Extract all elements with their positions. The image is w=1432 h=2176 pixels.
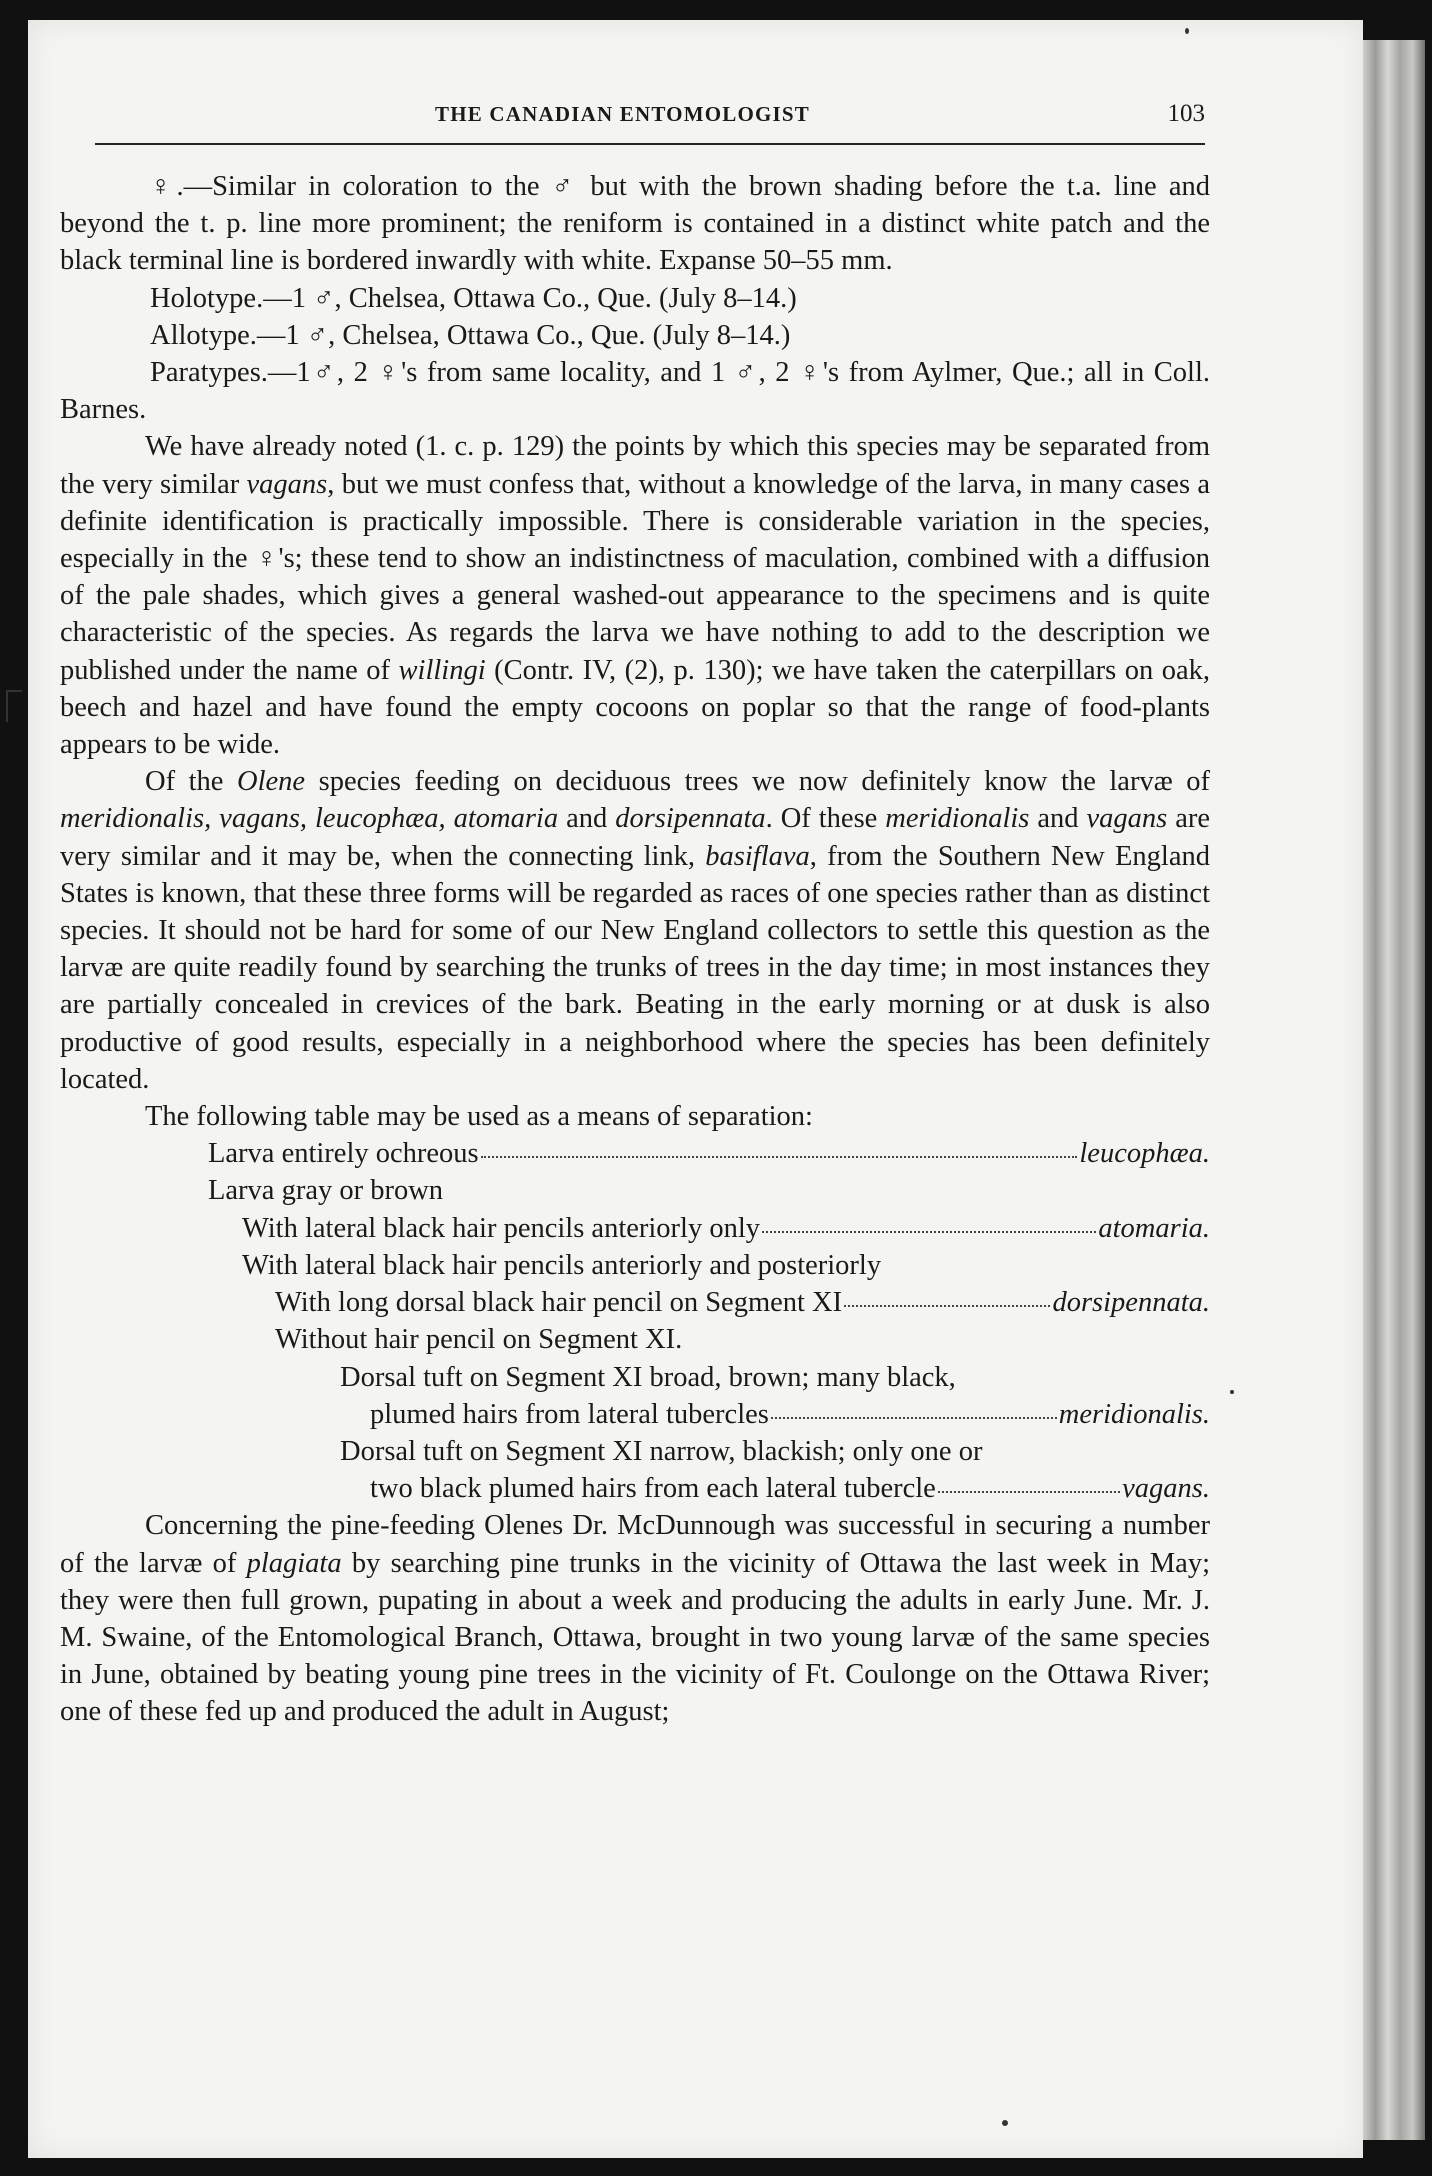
- key-entry: [60, 1172, 1210, 1209]
- key-result: leucophæa.: [1079, 1138, 1210, 1170]
- paragraph-pine: [60, 1507, 1210, 1730]
- species-name: meridionalis: [885, 803, 1030, 835]
- text-run: , from the Southern New England States is known, that these three forms will be regarded as races of one species rather than as distinct species. It should not be hard for some of our New England collectors to settle this question as the larvæ are quite readily found by searching the trunks of trees in the day time; in most instances they are partially concealed in crevices of the bark. Beating in the early morning or at dusk is also productive of good results, especially in a neighborhood where the species has been definitely located.: [60, 840, 1210, 1095]
- key-text: Dorsal tuft on Segment XI narrow, blackish; only one or: [340, 1435, 983, 1467]
- species-name: vagans: [246, 468, 328, 500]
- key-entry: [60, 1359, 1210, 1396]
- key-entry: [60, 1135, 1210, 1172]
- paratypes-line: Paratypes.—1♂, 2 ♀'s from same locality, and 1 ♂, 2 ♀'s from Aylmer, Que.; all in Coll. Barnes.: [60, 357, 1210, 426]
- table-intro: The following table may be used as a means of separation:: [145, 1101, 813, 1133]
- key-result: vagans.: [1122, 1473, 1210, 1505]
- text-run: , but we must confess that, without a knowledge of the larva, in many cases a definite identification is practically impossible. There is considerable variation in the species, especially in the ♀'s; these tend to show an indistinctness of maculation, combined with a diffusion of the pale shades, which gives a general washed-out appearance to the specimens and is quite characteristic of the species. As regards the larva we have nothing to add to the description we published under the name of: [60, 468, 1210, 686]
- text-run: and: [1029, 803, 1087, 835]
- header-rule: [95, 143, 1205, 145]
- text-run: by searching pine trunks in the vicinity of Ottawa the last week in May; they were then full grown, pupating in about a week and producing the adults in early June. Mr. J. M. Swaine, of the Entomological Branch, Ottawa, brought in two young larvæ of the same species in June, obtained by beating young pine trees in the vicinity of Ft. Coulonge on the Ottawa River; one of these fed up and produced the adult in August;: [60, 1547, 1210, 1728]
- text-run: We have already noted (1. c. p. 129) the points by which this species may be separated from the very similar: [60, 431, 1210, 500]
- genus-name: Olene: [237, 766, 306, 798]
- key-text: Without hair pencil on Segment XI.: [275, 1324, 683, 1356]
- key-result: atomaria.: [1098, 1212, 1210, 1244]
- identification-key: [60, 1135, 1210, 1507]
- key-text: plumed hairs from lateral tubercles: [370, 1398, 769, 1430]
- species-name: dorsipennata: [615, 803, 766, 835]
- key-entry: [60, 1210, 1210, 1247]
- key-text: With long dorsal black hair pencil on Segment XI: [275, 1287, 843, 1319]
- key-text: Larva gray or brown: [208, 1175, 444, 1207]
- text-run: are very similar and it may be, when the connecting link,: [60, 803, 1210, 872]
- text-run: (Contr. IV, (2), p. 130); we have taken the caterpillars on oak, beech and hazel and have found the empty cocoons on poplar so that the range of food-plants appears to be wide.: [60, 654, 1211, 761]
- leader-dots: [762, 1230, 1096, 1233]
- key-entry: [60, 1470, 1210, 1507]
- key-entry: [60, 1247, 1210, 1284]
- species-name: willingi: [398, 654, 486, 686]
- page-number: 103: [1167, 100, 1205, 127]
- body-text: [60, 168, 1210, 1731]
- key-result: meridionalis.: [1058, 1398, 1210, 1430]
- key-text: two black plumed hairs from each lateral tubercle: [370, 1473, 936, 1505]
- text-run: . Of these: [765, 803, 886, 835]
- key-entry: [60, 1284, 1210, 1321]
- allotype-line: Allotype.—1 ♂, Chelsea, Ottawa Co., Que. (July 8–14.): [150, 319, 791, 351]
- holotype-line: Holotype.—1 ♂, Chelsea, Ottawa Co., Que. (July 8–14.): [150, 282, 797, 314]
- scan-speck: [1185, 28, 1189, 34]
- paragraph-noted: [60, 428, 1210, 763]
- leader-dots: [844, 1304, 1050, 1307]
- key-entry: [60, 1321, 1210, 1358]
- species-name: plagiata: [246, 1547, 342, 1579]
- key-entry: [60, 1396, 1210, 1433]
- species-name: basiflava: [705, 840, 810, 872]
- text-run: species feeding on deciduous trees we now definitely know the larvæ of: [305, 766, 1211, 798]
- species-list: meridionalis, vagans, leucophæa, atomaria: [60, 803, 559, 835]
- text-run: and: [558, 803, 616, 835]
- paragraph-olene: [60, 763, 1210, 1098]
- key-text: Dorsal tuft on Segment XI broad, brown; many black,: [340, 1361, 956, 1393]
- page-header: [95, 98, 1205, 138]
- species-name: vagans: [1086, 803, 1168, 835]
- text-run: Of the: [145, 766, 237, 798]
- scan-speck: [1002, 2120, 1008, 2126]
- female-description: ♀.—Similar in coloration to the ♂ but with the brown shading before the t.a. line and beyond the t. p. line more prominent; the reniform is contained in a distinct white patch and the black terminal line is bordered inwardly with white. Expanse 50–55 mm.: [60, 171, 1210, 277]
- running-head: THE CANADIAN ENTOMOLOGIST: [435, 102, 811, 126]
- key-text: Larva entirely ochreous: [208, 1138, 479, 1170]
- leader-dots: [771, 1416, 1057, 1419]
- key-text: With lateral black hair pencils anteriorly and posteriorly: [242, 1249, 882, 1281]
- key-result: dorsipennata.: [1052, 1287, 1210, 1319]
- margin-mark: [6, 690, 22, 722]
- key-entry: [60, 1433, 1210, 1470]
- scan-speck: [1230, 1390, 1234, 1394]
- page-stack-edge: [1363, 40, 1425, 2140]
- text-run: Concerning the pine-feeding Olenes Dr. McDunnough was successful in securing a number of the larvæ of: [60, 1510, 1210, 1579]
- key-text: With lateral black hair pencils anteriorly only: [242, 1212, 760, 1244]
- leader-dots: [481, 1155, 1078, 1158]
- leader-dots: [938, 1490, 1120, 1493]
